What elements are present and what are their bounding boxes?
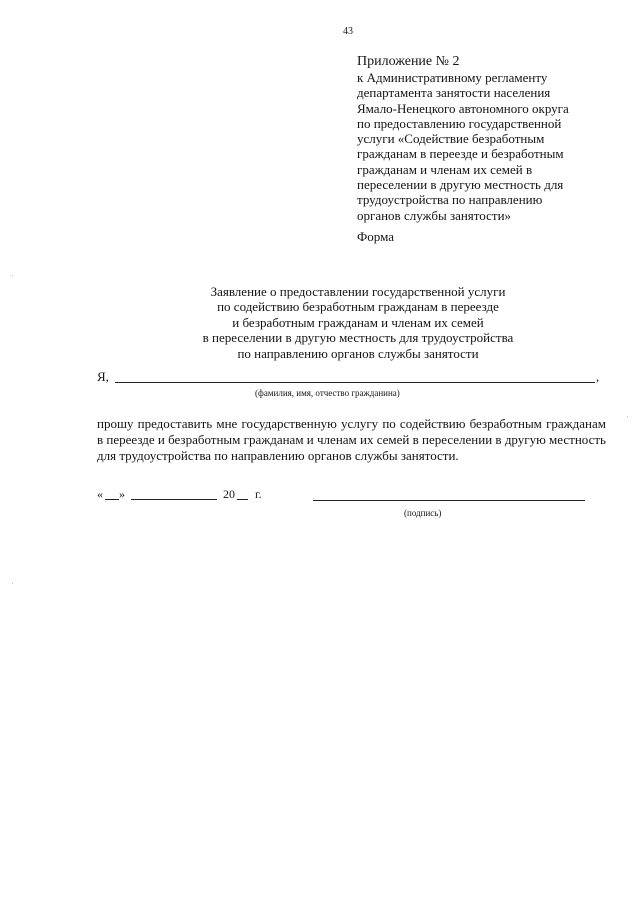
- title-line: и безработным гражданам и членам их семей: [232, 314, 484, 330]
- appendix-line: органов службы занятости»: [357, 207, 512, 223]
- applicant-prefix: Я,: [97, 369, 109, 384]
- appendix-header: [357, 54, 607, 223]
- date-day-field[interactable]: [105, 488, 119, 500]
- date-open-quote: «: [97, 487, 103, 501]
- title-line: Заявление о предоставлении государственной услуги: [210, 284, 506, 299]
- title-line: по содействию безработным гражданам в переезде: [217, 299, 499, 315]
- document-title: [100, 284, 616, 361]
- applicant-suffix: ,: [596, 369, 600, 384]
- date-year-field[interactable]: [237, 488, 248, 500]
- date-year-suffix: г.: [255, 487, 262, 501]
- appendix-line: к Административному регламенту: [357, 70, 548, 85]
- appendix-title: Приложение № 2: [357, 54, 460, 69]
- title-line: по направлению органов службы занятости: [237, 345, 479, 361]
- appendix-line: трудоустройства по направлению: [357, 192, 543, 208]
- page-number: 43: [343, 26, 353, 37]
- form-label: Форма: [357, 229, 394, 244]
- appendix-line: гражданам и членам их семей в: [357, 161, 533, 177]
- appendix-line: департамента занятости населения: [357, 85, 551, 101]
- date-month-field[interactable]: [131, 488, 217, 500]
- scan-mark: [12, 275, 13, 276]
- appendix-line: Ямало-Ненецкого автономного округа: [357, 100, 569, 116]
- scan-mark: [12, 583, 13, 584]
- date-row: [97, 487, 297, 503]
- signature-field[interactable]: [313, 500, 585, 501]
- appendix-line: по предоставлению государственной: [357, 115, 562, 131]
- appendix-line: переселении в другую местность для: [357, 177, 564, 193]
- appendix-line: гражданам в переезде и безработным: [357, 146, 564, 162]
- request-text: прошу предоставить мне государственную услугу по содействию безработным гражданам в переезде и безработным гражданам и членам их семей в переселении в другую местность для трудоустройства по направлению органов службы занятости.: [97, 416, 606, 464]
- date-close-quote: »: [119, 487, 125, 501]
- scan-mark: [627, 416, 628, 417]
- signature-hint: (подпись): [404, 508, 442, 518]
- appendix-line: услуги «Содействие безработным: [357, 131, 545, 147]
- date-year-prefix: 20: [223, 487, 235, 501]
- applicant-row: [97, 369, 607, 389]
- applicant-name-field[interactable]: [115, 382, 595, 383]
- applicant-name-hint: (фамилия, имя, отчество гражданина): [255, 388, 400, 398]
- title-line: в переселении в другую местность для трудоустройства: [202, 330, 514, 346]
